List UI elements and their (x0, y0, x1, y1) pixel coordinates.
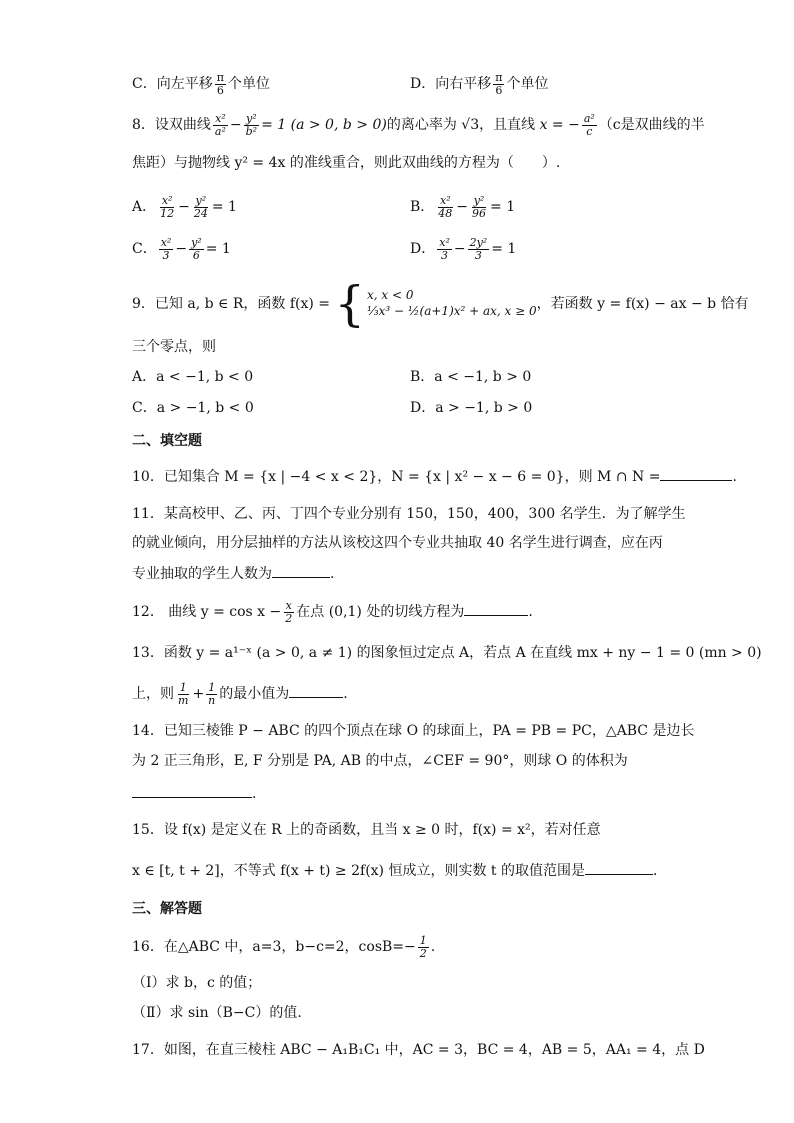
q8-option-a: A． $\frac{\text{x²}}{12}$ − $\frac{\text{y²}}{24}$ = 1 (132, 194, 237, 220)
q9-option-b: B．a < −1, b > 0 (410, 369, 532, 385)
answer-blank (660, 466, 732, 481)
q8-stem-line2: 焦距）与抛物线 y² = 4x 的准线重合，则此双曲线的方程为（ ）. (132, 155, 561, 171)
q17-line1: 17．如图，在直三棱柱 ABC − A₁B₁C₁ 中，AC = 3，BC = 4，AB = 5，AA₁ = 4，点 D (132, 1042, 705, 1058)
q9-option-a: A．a < −1, b < 0 (132, 369, 254, 385)
q9-option-d: D．a > −1, b > 0 (410, 400, 533, 416)
q13-line1: 13．函数 y = a¹⁻ˣ (a > 0, a ≠ 1) 的图象恒过定点 A，若点 A 在直线 mx + ny − 1 = 0 (mn > 0) (132, 645, 762, 661)
section-heading-solutions: 三、解答题 (132, 901, 202, 917)
answer-blank (132, 783, 252, 798)
q12: 12． 曲线 y = cos x − $\frac{x}{2}$ 在点 (0,1) 处的切线方程为 . (132, 599, 533, 625)
q11-line1: 11．某高校甲、乙、丙、丁四个专业分别有 150，150，400，300 名学生．为了解学生 (132, 506, 686, 522)
q14-line1: 14．已知三棱锥 P − ABC 的四个顶点在球 O 的球面上，PA = PB = PC，△ABC 是边长 (132, 723, 695, 739)
q11-line2: 的就业倾向，用分层抽样的方法从该校这四个专业共抽取 40 名学生进行调查，应在丙 (132, 535, 663, 551)
answer-blank (585, 860, 653, 875)
q14-line3: . (132, 783, 256, 804)
q7-option-c: C．向左平移 $\frac{\pi}{6}$ 个单位 (132, 71, 270, 97)
q16-stem: 16．在△ABC 中，a=3，b−c=2，cosB=− $\frac{1}{2}$ . (132, 934, 436, 960)
q8-option-d: D． $\frac{\text{x²}}{3}$ − $\frac{\text{2y²}}{3}$ = 1 (410, 236, 517, 262)
q7-option-d: D．向右平移 $\frac{\pi}{6}$ 个单位 (410, 71, 549, 97)
q16-part2: （Ⅱ）求 sin（B−C）的值. (132, 1005, 302, 1021)
q14-line2: 为 2 正三角形，E, F 分别是 PA, AB 的中点，∠CEF = 90°，则球 O 的体积为 (132, 753, 628, 769)
q8-option-c: C． $\frac{\text{x²}}{3}$ − $\frac{\text{y²}}{6}$ = 1 (132, 236, 231, 262)
answer-blank (272, 563, 330, 578)
q8-option-b: B． $\frac{\text{x²}}{48}$ − $\frac{\text{y²}}{96}$ = 1 (410, 194, 516, 220)
q8-stem-line1: 8．设双曲线 $\frac{\text{x²}}{\text{a²}}$ − $\frac{\text{y²}}{\text{b²}}$ = 1 (a > 0, b > 0)的离心率为 √3，且直线 x = − $\frac{\text{a²}}{c}$ （c是双曲线的半 (132, 112, 705, 138)
q9-stem-line1: 9．已知 a, b ∈ R，函数 f(x) = { x, x < 0 ⅓x³ − ½(a+1)x² + ax, x ≥ 0 ，若函数 y = f(x) − ax − b 恰有 (132, 276, 749, 332)
q10: 10．已知集合 M = {x | −4 < x < 2}，N = {x | x² − x − 6 = 0}，则 M ∩ N = . (132, 466, 737, 487)
q16-part1: （Ⅰ）求 b，c 的值； (132, 975, 262, 991)
piecewise-function: { x, x < 0 ⅓x³ − ½(a+1)x² + ax, x ≥ 0 (334, 276, 537, 332)
q11-line3: 专业抽取的学生人数为 . (132, 563, 334, 584)
q9-option-c: C．a > −1, b < 0 (132, 400, 254, 416)
answer-blank (464, 601, 528, 616)
answer-blank (289, 683, 343, 698)
section-heading-fill-in: 二、填空题 (132, 433, 202, 449)
q15-line1: 15．设 f(x) 是定义在 R 上的奇函数，且当 x ≥ 0 时，f(x) = x²，若对任意 (132, 822, 601, 838)
q9-stem-line2: 三个零点，则 (132, 339, 216, 355)
q15-line2: x ∈ [t, t + 2]，不等式 f(x + t) ≥ 2f(x) 恒成立，则实数 t 的取值范围是 . (132, 860, 657, 881)
q13-line2: 上，则 $\frac{1}{m}$ + $\frac{1}{n}$ 的最小值为 . (132, 681, 348, 707)
